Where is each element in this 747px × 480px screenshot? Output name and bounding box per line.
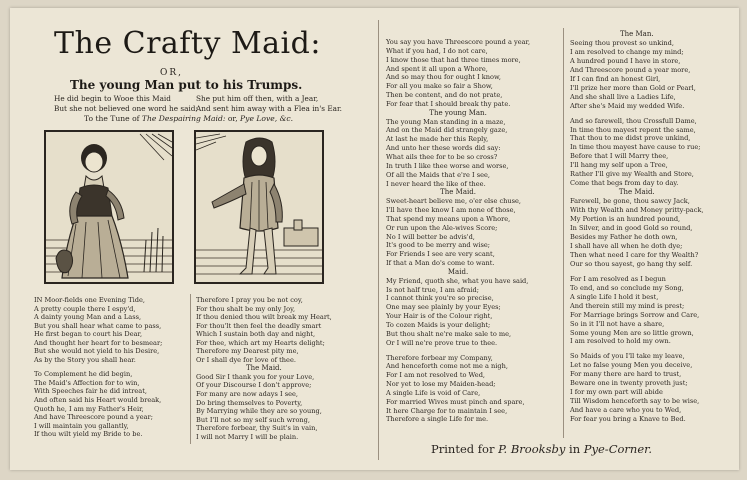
verse-line: To end, and so conclude my Song, xyxy=(570,283,684,292)
verse-line: Or run upon the Ale-wives Score; xyxy=(386,223,498,232)
verse-line: One may see plainly by your Eyes; xyxy=(386,303,501,312)
verse-line: For fear you bring a Knave to Bed. xyxy=(570,415,686,424)
verse-line: Nor yet to lose my Maiden-head; xyxy=(386,380,496,389)
verse-line: Or I shall dye for love of thee. xyxy=(196,355,296,364)
verse-line: I will not Marry I will be plain. xyxy=(196,432,299,441)
verse-line: If that a Man do's come to want. xyxy=(386,259,495,268)
verse-line: For thee, which art my Hearts delight; xyxy=(196,338,325,347)
verse-column-4 xyxy=(570,30,704,424)
verse-line: I cannot think you're so precise, xyxy=(386,294,494,303)
center-divider xyxy=(378,20,379,460)
verse-line: In time thou mayest have cause to rue; xyxy=(570,143,701,152)
verse-line: I will maintain you gallantly, xyxy=(34,421,129,430)
verse-column-1 xyxy=(34,296,162,439)
verse-line: You say you have Threescore pound a year, xyxy=(386,38,531,46)
verse-line: And have Threescore pound a year; xyxy=(34,413,153,422)
verse-line: Therefore a single Life for me. xyxy=(386,415,489,424)
verse-line: Besides my Father he doth own, xyxy=(570,232,678,241)
verse-line: I am resolved to hold my own. xyxy=(570,337,671,346)
verse-line: Our so thou sayest, go hang thy self. xyxy=(570,259,693,268)
verse-line: Which I sustain both day and night, xyxy=(196,330,316,339)
verse-line: Therefore my Dearest pity me, xyxy=(196,347,299,356)
speaker-heading: The Maid. xyxy=(245,364,282,373)
verse-line: And unto her these words did say: xyxy=(386,144,501,153)
verse-line: A hundred pound I have in store, xyxy=(570,56,681,65)
verse-line: Come that begs from day to day. xyxy=(570,179,679,188)
verse-line: And thought her heart for to besmear; xyxy=(34,338,163,347)
verse-line: Some young Men are so little grown, xyxy=(570,328,694,337)
verse-line: And so may thou for ought I know, xyxy=(386,73,501,82)
verse-line: Of your Discourse I don't approve; xyxy=(196,381,312,390)
verse-line: For married Wives must pinch and spare, xyxy=(386,397,525,406)
verse-line: A single Life is void of Care, xyxy=(386,388,481,397)
verse-line: Quoth he, I am my Father's Heir, xyxy=(34,404,144,413)
verse-line: Therefore forbear my Company, xyxy=(386,353,493,362)
tune-alt: Pye Love, &c. xyxy=(240,114,294,123)
verse-line: My Friend, quoth she, what you have said, xyxy=(386,276,529,285)
verse-line: For Marriage brings Sorrow and Care, xyxy=(570,310,700,319)
speaker-heading: The Maid. xyxy=(440,188,476,197)
verse-line: In time thou mayest repent the same, xyxy=(570,125,696,134)
verse-line: That thou to me didst prove unkind, xyxy=(570,134,691,143)
verse-line: And therein still my mind is prest; xyxy=(570,301,685,310)
verse-line: With thy Wealth and Money pritty-pack, xyxy=(570,206,704,215)
verse-line: For many there are hard to trust, xyxy=(570,370,682,379)
verse-line: He first began to court his Dear, xyxy=(34,330,143,339)
verse-line: For I am not resolved to Wed, xyxy=(386,371,486,380)
verse-line: What if you had, I do not care, xyxy=(386,46,488,55)
verse-line: For many are now adays I see, xyxy=(196,390,298,399)
verse-line: As by the Story you shall hear. xyxy=(34,355,136,364)
verse-line: For I am resolved as I begun xyxy=(570,274,666,283)
verse-line: At last he made her this Reply, xyxy=(386,135,489,144)
verse-column-3 xyxy=(386,38,530,424)
woodcut-young-man-image xyxy=(194,130,324,284)
verse-line: Is not half true, I am afraid; xyxy=(386,285,479,294)
verse-line: Rather I'll give my Wealth and Store, xyxy=(570,170,694,179)
verse-line: I never heard the like of thee. xyxy=(386,179,486,188)
verse-line: Then be content, and do not prate, xyxy=(386,91,503,100)
verse-column-2 xyxy=(196,296,332,441)
verse-line: A dainty young Man and a Lass, xyxy=(34,313,142,322)
tune-prefix: To the Tune of xyxy=(84,114,140,123)
speaker-heading: The young Man. xyxy=(429,108,487,117)
verse-line: I am resolved to change my mind; xyxy=(570,47,684,56)
ballad-title: The Crafty Maid: xyxy=(54,26,321,61)
verse-line: For thou'lt then feel the deadly smart xyxy=(196,321,322,330)
speaker-heading: Maid. xyxy=(447,267,469,276)
verse-line: In truth I like thee worse and worse, xyxy=(386,161,509,170)
couplet-right-line: And sent him away with a Flea in's Ear. xyxy=(196,103,343,113)
column-divider xyxy=(190,294,191,444)
verse-line: What ails thee for to be so cross? xyxy=(386,152,498,161)
speaker-heading: The Maid. xyxy=(618,188,655,197)
verse-line: It's good to be merry and wise; xyxy=(386,241,490,250)
verse-line: Beware one in twenty proveth just; xyxy=(570,379,688,388)
verse-line: I'll hang my self upon a Tree, xyxy=(570,161,668,170)
verse-line: Good Sir I thank you for your Love, xyxy=(196,372,315,381)
young-man-figure-icon xyxy=(196,132,322,282)
verse-line: After she's Maid my wedded Wife. xyxy=(570,101,685,110)
verse-line: I shall have all when he doth dye; xyxy=(570,241,683,250)
verse-line: Of all the Maids that e're I see, xyxy=(386,170,490,179)
verse-line: And so farewell, thou Crossfull Dame, xyxy=(570,116,697,125)
verse-line: And on the Maid did strangely gaze, xyxy=(386,126,508,135)
verse-line: Farewell, be gone, thou sawcy Jack, xyxy=(570,197,690,206)
verse-line: Or I will ne're prove true to thee. xyxy=(386,338,498,347)
imprint-mid: in xyxy=(569,442,581,456)
verse-line: I for my own part will abide xyxy=(570,388,663,397)
verse-line: For all you make so fair a Show, xyxy=(386,82,493,91)
verse-line: That spend my means upon a Whore, xyxy=(386,214,511,223)
verse-line: IN Moor-fields one Evening Tide, xyxy=(34,296,145,304)
verse-line: I'll prize her more than Gold or Pearl, xyxy=(570,83,696,92)
verse-line: By Marrying while they are so young, xyxy=(196,407,322,416)
broadside-sheet xyxy=(10,8,739,470)
verse-line: To Complement he did begin, xyxy=(34,370,133,379)
verse-line: Do bring themselves to Poverty, xyxy=(196,398,303,407)
verse-line: It here Charge for to maintain I see, xyxy=(386,406,508,415)
verse-line: For Friends I see are very scant, xyxy=(386,250,495,259)
verse-line: So Maids of you I'll take my leave, xyxy=(570,352,685,361)
tune-name: The Despairing Maid: xyxy=(141,114,226,123)
verse-line: Your Hair is of the Colour right, xyxy=(386,312,493,321)
ballad-subtitle: The young Man put to his Trumps. xyxy=(70,78,303,92)
verse-line: But you shall hear what came to pass, xyxy=(34,321,162,330)
verse-line: For fear that I should break thy pate. xyxy=(386,99,511,108)
verse-line: In Silver, and in good Gold so round, xyxy=(570,224,693,233)
verse-line: But thou shalt ne're make sale to me, xyxy=(386,329,512,338)
verse-line: The Maid's Affection for to win, xyxy=(34,378,140,387)
verse-line: But I'll not so my self such wrong, xyxy=(196,415,310,424)
maid-figure-icon xyxy=(46,132,172,282)
verse-line: And henceforth come not me a nigh, xyxy=(386,362,508,371)
verse-line: To cozen Maids is your delight; xyxy=(386,321,491,329)
printer-place: Pye-Corner. xyxy=(583,442,653,456)
verse-line: And Threescore pound a year more, xyxy=(570,65,691,74)
column-divider xyxy=(563,28,564,438)
couplet-left xyxy=(54,94,198,113)
verse-line: So in it I'll not have a share, xyxy=(570,319,665,328)
verse-line: But she would not yield to his Desire, xyxy=(34,347,160,356)
couplet-right xyxy=(196,94,342,113)
verse-line: A pretty couple there I espy'd, xyxy=(34,304,136,313)
verse-line: If I can find an honest Girl, xyxy=(570,74,661,83)
verse-line: If thou wilt yield my Bride to be. xyxy=(34,430,143,439)
imprint-prefix: Printed for xyxy=(431,442,495,456)
verse-line: Sweet-heart believe me, o'er else chuse, xyxy=(386,197,522,206)
verse-line: Till Wisdom henceforth say to be wise, xyxy=(570,397,700,406)
verse-line: With Speeches fair he did intreat, xyxy=(34,387,147,396)
verse-line: I'll have thee know I am none of those, xyxy=(386,206,516,215)
verse-line: My Portion is an hundred pound, xyxy=(570,215,681,224)
verse-line: Then what need I care for thy Wealth? xyxy=(570,250,699,259)
couplet-left-line: But she not believed one word he said; xyxy=(54,103,198,113)
verse-line: I know those that had three times more, xyxy=(386,55,521,64)
verse-line: The young Man standing in a maze, xyxy=(386,117,506,126)
printer-imprint xyxy=(431,442,652,456)
speaker-heading: The Man. xyxy=(619,30,654,38)
tune-line xyxy=(84,114,293,123)
verse-line: Therefore forbear, thy Suit's in vain, xyxy=(196,424,318,433)
couplet-right-line: She put him off then, with a Jear, xyxy=(196,94,319,103)
verse-line: A single Life I hold it best, xyxy=(570,292,659,301)
verse-line: Let no false young Men you deceive, xyxy=(570,361,693,370)
printer-name: P. Brooksby xyxy=(498,442,566,456)
verse-line: Seeing thou provest so unkind, xyxy=(570,38,674,47)
verse-line: And often said his Heart would break, xyxy=(34,396,162,405)
verse-line: And have a care who you to Wed, xyxy=(570,406,682,415)
couplet-left-line: He did begin to Wooe this Maid xyxy=(54,94,171,103)
verse-line: If thou denied thou wilt break my Heart, xyxy=(196,313,332,322)
verse-line: Before that I will Marry thee, xyxy=(570,152,669,161)
verse-line: And she shall live a Ladies Life, xyxy=(570,92,676,101)
title-or: OR, xyxy=(160,68,184,78)
verse-line: And spent it all upon a Whore, xyxy=(386,64,488,73)
verse-line: No I will better be advis'd, xyxy=(386,232,475,241)
verse-line: Therefore I pray you be not coy, xyxy=(196,296,303,304)
verse-line: For thou shalt be my only Joy, xyxy=(196,304,296,313)
tune-or: or, xyxy=(227,114,238,123)
woodcut-maid-image xyxy=(44,130,174,284)
